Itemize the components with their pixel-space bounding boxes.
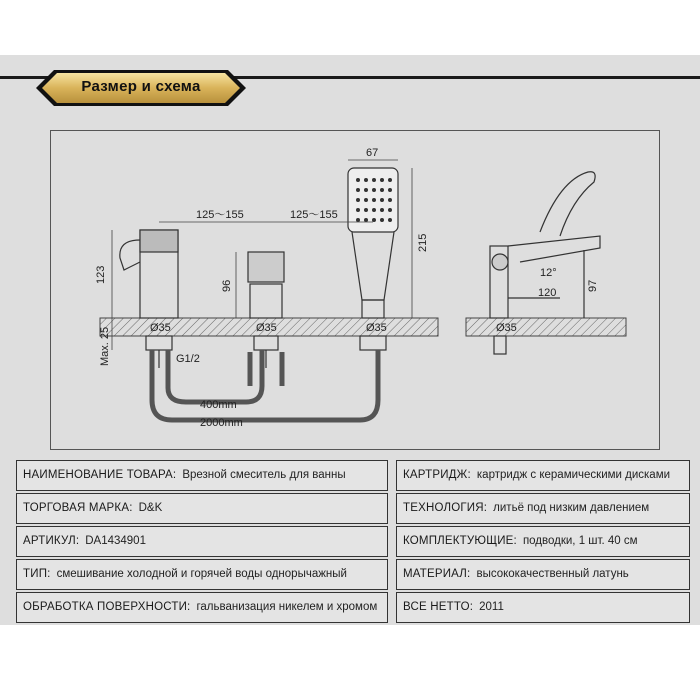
spec-label: ТИП: [23, 568, 51, 580]
spec-label: ОБРАБОТКА ПОВЕРХНОСТИ: [23, 601, 191, 613]
dim-max-deck: Max. 25 [99, 326, 111, 366]
dim-spacing-left: 125～155 [196, 209, 244, 221]
spec-row [16, 460, 388, 491]
dim-side-height: 97 [587, 279, 599, 292]
spec-value: DA1434901 [85, 535, 146, 547]
dim-head-height: 215 [417, 233, 429, 252]
spec-value: гальванизация никелем и хромом [196, 601, 378, 613]
spec-row [396, 592, 690, 623]
dim-spout-height: 123 [95, 265, 107, 284]
spec-row [16, 526, 388, 557]
spec-label: НАИМЕНОВАНИЕ ТОВАРА: [23, 469, 177, 481]
spec-row [396, 493, 690, 524]
dim-dia-3: Ø35 [366, 322, 387, 334]
dim-angle: 12° [540, 267, 557, 279]
spec-value: Врезной смеситель для ванны [182, 469, 346, 481]
spec-label: КАРТРИДЖ: [403, 469, 471, 481]
spec-value: подводки, 1 шт. 40 см [522, 535, 638, 547]
spec-row [396, 526, 690, 557]
spec-value: 2011 [479, 601, 504, 613]
specs-right-table [396, 460, 690, 625]
spec-label: КОМПЛЕКТУЮЩИЕ: [403, 535, 517, 547]
page-title: Размер и схема [81, 78, 201, 95]
spec-row [396, 559, 690, 590]
spec-value: литьё под низким давлением [493, 502, 650, 514]
dim-valve-height: 96 [221, 279, 233, 292]
spec-row [396, 460, 690, 491]
spec-label: АРТИКУЛ: [23, 535, 80, 547]
spec-row [16, 559, 388, 590]
spec-label: ВСЕ НЕТТО: [403, 601, 474, 613]
dim-thread: G1/2 [176, 353, 200, 365]
spec-value: смешивание холодной и горячей воды однорычажный [56, 568, 347, 580]
spec-value: высококачественный латунь [476, 568, 629, 580]
dim-dia-1: Ø35 [150, 322, 171, 334]
dim-head-width: 67 [366, 147, 379, 159]
specs-left-table [16, 460, 388, 625]
spec-value: D&K [138, 502, 163, 514]
deck-plate-side [466, 318, 626, 336]
spout [120, 230, 178, 368]
dim-spout-reach: 120 [538, 287, 557, 299]
spec-row [16, 493, 388, 524]
spec-label: ТОРГОВАЯ МАРКА: [23, 502, 133, 514]
dim-dia-side: Ø35 [496, 322, 517, 334]
dim-spacing-right: 125～155 [290, 209, 338, 221]
spec-value: картридж с керамическими дисками [476, 469, 671, 481]
spec-row [16, 592, 388, 623]
spec-label: ТЕХНОЛОГИЯ: [403, 502, 488, 514]
dim-hose-short: 400mm [200, 399, 237, 411]
valve [248, 252, 284, 368]
spec-label: МАТЕРИАЛ: [403, 568, 471, 580]
dim-hose-long: 2000mm [200, 417, 243, 429]
dim-dia-2: Ø35 [256, 322, 277, 334]
